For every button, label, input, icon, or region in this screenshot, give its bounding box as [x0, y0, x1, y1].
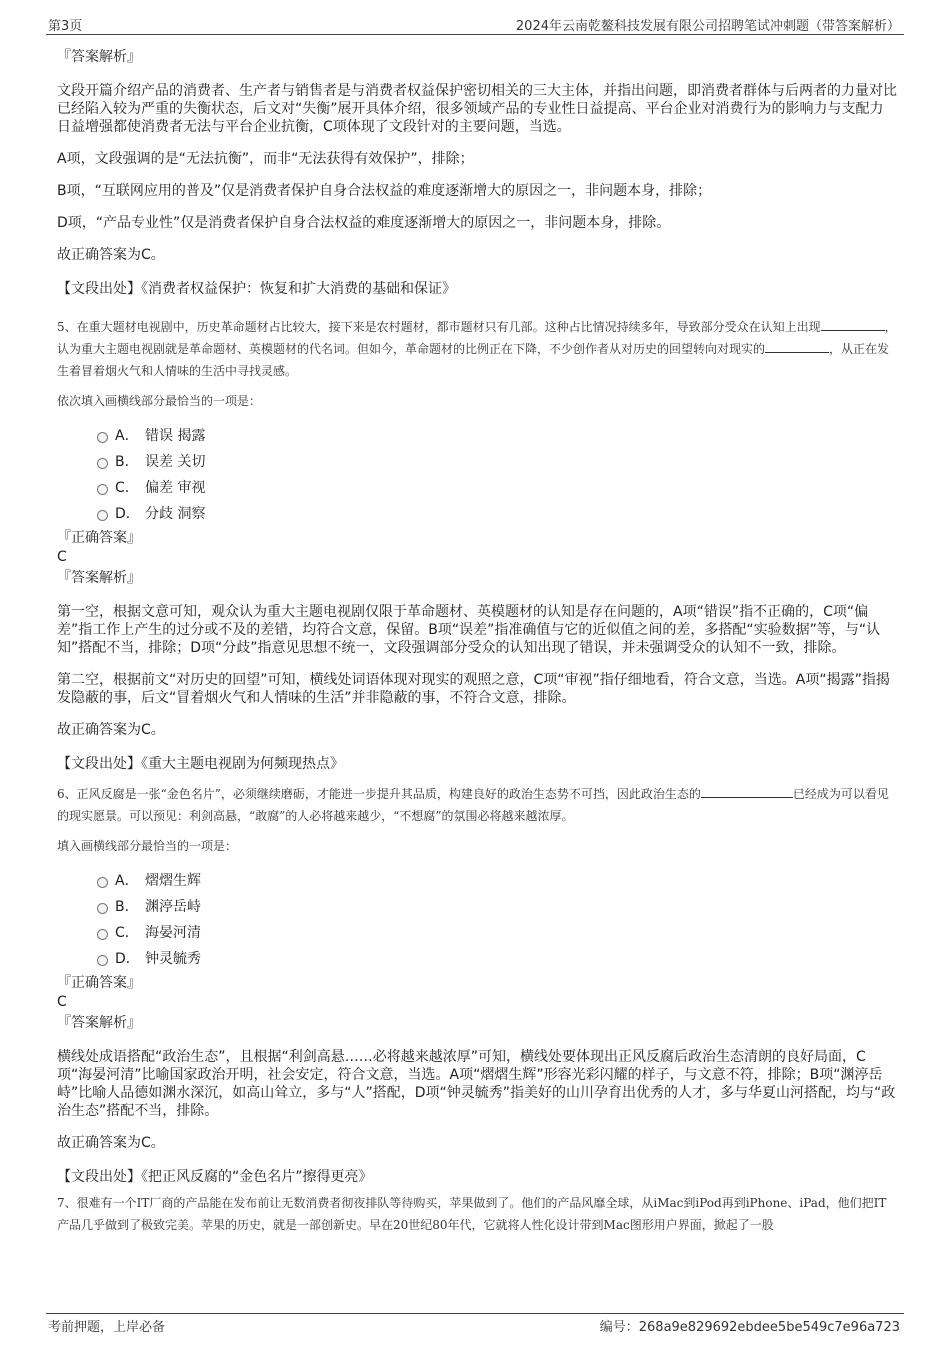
radio-icon[interactable] [97, 955, 108, 966]
q6-answer: C [57, 994, 67, 1010]
q5-option-c[interactable]: C． 偏差 审视 [57, 475, 897, 501]
q6-blank [701, 784, 793, 798]
q5-options [57, 423, 897, 527]
radio-icon[interactable] [97, 903, 108, 914]
q6-analysis-label: 『答案解析』 [57, 1015, 141, 1031]
q5-instruction: 依次填入画横线部分最恰当的一项是： [57, 394, 262, 408]
radio-icon[interactable] [97, 877, 108, 888]
q6-conclusion: 故正确答案为C。 [57, 1135, 165, 1151]
radio-icon[interactable] [97, 929, 108, 940]
q6-option-d[interactable]: D． 钟灵毓秀 [57, 946, 897, 972]
q4-analysis-para4: D项，“产品专业性”仅是消费者保护自身合法权益的难度逐渐增大的原因之一，非问题本身，排除。 [57, 215, 671, 231]
q4-analysis-label: 『答案解析』 [57, 49, 141, 65]
q5-conclusion: 故正确答案为C。 [57, 722, 165, 738]
q5-blank-1 [821, 317, 885, 331]
q6-analysis-para1: 横线处成语搭配“政治生态”，且根据“利剑高悬……必将越来越浓厚”可知，横线处要体现出正风反腐后政治生态清朗的良好局面，C项“海晏河清”比喻国家政治开明，社会安定，符合文意，当选。A项“熠熠生辉”形容光彩闪耀的样子，与文意不符，排除；B项“渊渟岳峙”比喻人品德如渊水深沉，如高山耸立，多与“人”搭配，D项“钟灵毓秀”指美好的山川孕育出优秀的人才，多与华夏山河搭配，均与“政治生态”搭配不当，排除。 [57, 1049, 896, 1119]
page-number: 第3页 [48, 19, 83, 34]
q5-analysis-para2: 第二空，根据前文“对历史的回望”可知，横线处词语体现对现实的观照之意，C项“审视”指仔细地看，符合文意，当选。A项“揭露”指揭发隐蔽的事，后文“冒着烟火气和人情味的生活”并非隐蔽的事，不符合文意，排除。 [57, 672, 890, 706]
q5-source: 【文段出处】《重大主题电视剧为何频现热点》 [57, 756, 344, 772]
q5-blank-2 [765, 339, 829, 353]
q5-option-b[interactable]: B． 误差 关切 [57, 449, 897, 475]
q6-option-a[interactable]: A． 熠熠生辉 [57, 868, 897, 894]
q7-stem: 7、很难有一个IT厂商的产品能在发布前让无数消费者彻夜排队等待购买，苹果做到了。他们的产品风靡全球，从iMac到iPod再到iPhone、iPad，他们把IT产品几乎做到了极致完美。苹果的历史，就是一部创新史。早在20世纪80年代，它就将人性化设计带到Mac图形用户界面，掀起了一股 [57, 1196, 887, 1232]
q5-analysis-para1: 第一空，根据文意可知，观众认为重大主题电视剧仅限于革命题材、英模题材的认知是存在问题的，A项“错误”指不正确的，C项“偏差”指工作上产生的过分或不及的差错，均符合文意，保留。B项“误差”指准确值与它的近似值之间的差，多搭配“实验数据”等，与“认知”搭配不当，排除；D项“分歧”指意见思想不统一，文段强调部分受众的认知出现了错误，并未强调受众的认知不一致，排除。 [57, 604, 881, 656]
q6-option-b[interactable]: B． 渊渟岳峙 [57, 894, 897, 920]
q6-option-c[interactable]: C． 海晏河清 [57, 920, 897, 946]
radio-icon[interactable] [97, 458, 108, 469]
q5-option-a[interactable]: A． 错误 揭露 [57, 423, 897, 449]
q6-stem: 6、正风反腐是一张“金色名片”，必须继续磨砺，才能进一步提升其品质，构建良好的政治生态势不可挡，因此政治生态的 已经成为可以看见的现实愿景。可以预见：利剑高悬，“敢腐”的人必将越来越少，“不想腐”的氛围必将越来越浓厚。 [57, 783, 897, 827]
footer-serial: 编号：268a9e829692ebdee5be549c7e96a723 [599, 1320, 900, 1335]
radio-icon[interactable] [97, 432, 108, 443]
page-content [57, 46, 897, 1236]
q5-answer-label: 『正确答案』 [57, 530, 141, 546]
q4-analysis-para3: B项，“互联网应用的普及”仅是消费者保护自身合法权益的难度逐渐增大的原因之一，非问题本身，排除； [57, 183, 712, 199]
q5-analysis-label: 『答案解析』 [57, 570, 141, 586]
q6-options [57, 868, 897, 972]
document-title: 2024年云南乾鳌科技发展有限公司招聘笔试冲刺题（带答案解析） [515, 19, 900, 34]
q5-answer: C [57, 549, 67, 565]
footer-slogan: 考前押题，上岸必备 [48, 1320, 166, 1335]
page-header [46, 12, 904, 35]
q4-conclusion: 故正确答案为C。 [57, 247, 165, 263]
page-footer [46, 1313, 904, 1334]
q6-source: 【文段出处】《把正风反腐的“金色名片”擦得更亮》 [57, 1169, 373, 1185]
q4-analysis-para1: 文段开篇介绍产品的消费者、生产者与销售者是与消费者权益保护密切相关的三大主体，并指出问题，即消费者群体与后两者的力量对比已经陷入较为严重的失衡状态，后文对“失衡”展开具体介绍，很多领域产品的专业性日益提高、平台企业对消费行为的影响力与支配力日益增强都使消费者无法与平台企业抗衡，C项体现了文段针对的主要问题，当选。 [57, 83, 897, 135]
q6-instruction: 填入画横线部分最恰当的一项是： [57, 839, 238, 853]
radio-icon[interactable] [97, 510, 108, 521]
q4-analysis-para2: A项，文段强调的是“无法抗衡”，而非“无法获得有效保护”，排除； [57, 151, 474, 167]
q4-source: 【文段出处】《消费者权益保护：恢复和扩大消费的基础和保证》 [57, 281, 456, 297]
radio-icon[interactable] [97, 484, 108, 495]
q5-stem: 5、在重大题材电视剧中，历史革命题材占比较大，接下来是农村题材，都市题材只有几部。这种占比情况持续多年，导致部分受众在认知上出现 ，认为重大主题电视剧就是革命题材、英模题材的代名词。但如今，革命题材的比例正在下降，不少创作者从对历史的回望转向对现实的 ，从正在发生着冒着烟火气和人情味的生活中寻找灵感。 [57, 316, 897, 382]
q5-option-d[interactable]: D． 分歧 洞察 [57, 501, 897, 527]
q6-answer-label: 『正确答案』 [57, 975, 141, 991]
